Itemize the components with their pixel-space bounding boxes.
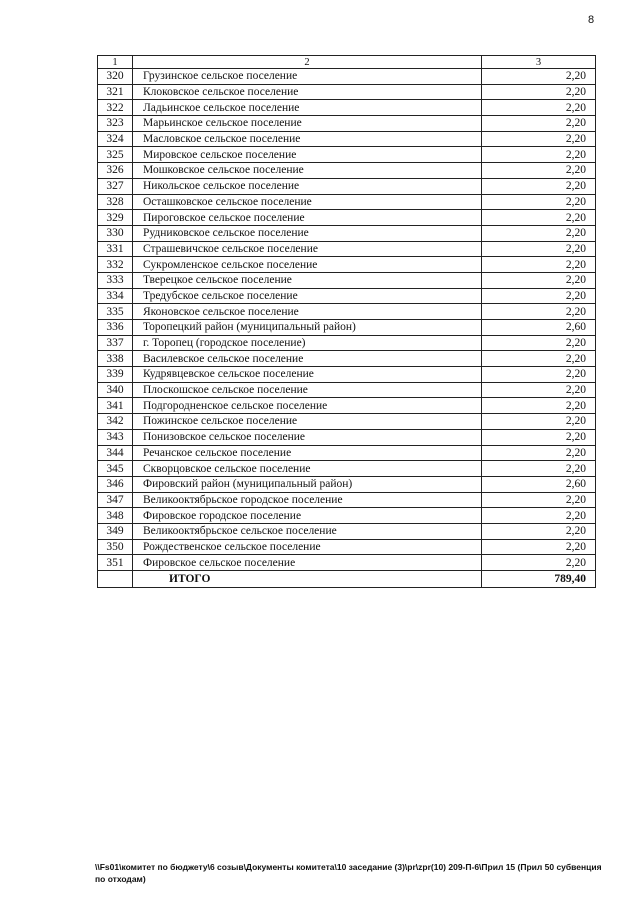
municipality-name: Сукромленское сельское поселение — [133, 257, 482, 273]
row-number: 320 — [98, 69, 133, 85]
table-row — [98, 304, 596, 320]
subsidy-value: 2,20 — [482, 272, 596, 288]
row-number: 342 — [98, 414, 133, 430]
table-row — [98, 241, 596, 257]
row-number: 326 — [98, 163, 133, 179]
subsidy-value: 2,20 — [482, 147, 596, 163]
subsidy-value: 2,20 — [482, 461, 596, 477]
row-number: 343 — [98, 429, 133, 445]
table-row — [98, 492, 596, 508]
municipality-name: Пожинское сельское поселение — [133, 414, 482, 430]
row-number: 337 — [98, 335, 133, 351]
subsidy-value: 2,20 — [482, 131, 596, 147]
table-row — [98, 414, 596, 430]
table-row — [98, 147, 596, 163]
municipality-name: Понизовское сельское поселение — [133, 429, 482, 445]
table-row — [98, 69, 596, 85]
row-number: 331 — [98, 241, 133, 257]
municipality-name: г. Торопец (городское поселение) — [133, 335, 482, 351]
municipality-name: Василевское сельское поселение — [133, 351, 482, 367]
row-number: 327 — [98, 178, 133, 194]
subsidy-value: 2,20 — [482, 555, 596, 571]
table-row — [98, 272, 596, 288]
table-row — [98, 555, 596, 571]
row-number: 339 — [98, 367, 133, 383]
municipality-name: Осташковское сельское поселение — [133, 194, 482, 210]
column-header-1: 1 — [98, 56, 133, 69]
municipality-name: Яконовское сельское поселение — [133, 304, 482, 320]
subsidy-value: 2,20 — [482, 335, 596, 351]
municipality-name: Скворцовское сельское поселение — [133, 461, 482, 477]
subsidy-value: 2,20 — [482, 398, 596, 414]
subsidy-value: 2,20 — [482, 194, 596, 210]
total-row — [98, 571, 596, 588]
table-row — [98, 116, 596, 132]
header-row — [98, 56, 596, 69]
row-number: 333 — [98, 272, 133, 288]
municipality-name: Ладьинское сельское поселение — [133, 100, 482, 116]
subsidy-value: 2,20 — [482, 382, 596, 398]
table-row — [98, 476, 596, 492]
row-number: 336 — [98, 320, 133, 336]
row-number: 345 — [98, 461, 133, 477]
table-row — [98, 445, 596, 461]
file-path-footer: \\Fs01\комитет по бюджету\6 созыв\Документы комитета\10 заседание (3)\pr\zpr(10) 209-П-6\Прил 15 (Прил 50 субвенция по отходам) — [95, 862, 602, 884]
row-number: 338 — [98, 351, 133, 367]
total-number — [98, 571, 133, 588]
total-label: ИТОГО — [133, 571, 482, 588]
row-number: 351 — [98, 555, 133, 571]
row-number: 346 — [98, 476, 133, 492]
table-row — [98, 257, 596, 273]
row-number: 349 — [98, 523, 133, 539]
subsidy-value: 2,20 — [482, 225, 596, 241]
municipality-name: Мошковское сельское поселение — [133, 163, 482, 179]
municipality-name: Кудрявцевское сельское поселение — [133, 367, 482, 383]
row-number: 350 — [98, 539, 133, 555]
table-row — [98, 178, 596, 194]
page-number: 8 — [588, 14, 595, 26]
row-number: 348 — [98, 508, 133, 524]
row-number: 335 — [98, 304, 133, 320]
municipality-name: Масловское сельское поселение — [133, 131, 482, 147]
subsidy-value: 2,20 — [482, 210, 596, 226]
subsidy-value: 2,20 — [482, 367, 596, 383]
municipality-name: Марьинское сельское поселение — [133, 116, 482, 132]
row-number: 334 — [98, 288, 133, 304]
municipality-name: Фировское городское поселение — [133, 508, 482, 524]
municipality-name: Грузинское сельское поселение — [133, 69, 482, 85]
subsidy-value: 2,20 — [482, 163, 596, 179]
table-row — [98, 461, 596, 477]
column-header-3: 3 — [482, 56, 596, 69]
municipality-name: Тредубское сельское поселение — [133, 288, 482, 304]
municipality-name: Плоскошское сельское поселение — [133, 382, 482, 398]
municipality-name: Никольское сельское поселение — [133, 178, 482, 194]
total-value: 789,40 — [482, 571, 596, 588]
subsidy-value: 2,20 — [482, 84, 596, 100]
municipality-name: Страшевичское сельское поселение — [133, 241, 482, 257]
municipality-name: Мировское сельское поселение — [133, 147, 482, 163]
table-row — [98, 225, 596, 241]
table-row — [98, 210, 596, 226]
subsidy-value: 2,20 — [482, 445, 596, 461]
subsidy-value: 2,20 — [482, 351, 596, 367]
row-number: 325 — [98, 147, 133, 163]
table-row — [98, 194, 596, 210]
municipality-name: Речанское сельское поселение — [133, 445, 482, 461]
subsidy-table — [97, 55, 596, 588]
row-number: 340 — [98, 382, 133, 398]
table-row — [98, 335, 596, 351]
table-row — [98, 382, 596, 398]
column-header-2: 2 — [133, 56, 482, 69]
row-number: 321 — [98, 84, 133, 100]
table-row — [98, 398, 596, 414]
subsidy-value: 2,20 — [482, 257, 596, 273]
table-row — [98, 539, 596, 555]
subsidy-value: 2,20 — [482, 539, 596, 555]
municipality-name: Рождественское сельское поселение — [133, 539, 482, 555]
municipality-name: Фировское сельское поселение — [133, 555, 482, 571]
table-row — [98, 523, 596, 539]
table-row — [98, 508, 596, 524]
row-number: 344 — [98, 445, 133, 461]
row-number: 324 — [98, 131, 133, 147]
table-row — [98, 320, 596, 336]
municipality-name: Великооктябрьское сельское поселение — [133, 523, 482, 539]
subsidy-value: 2,20 — [482, 69, 596, 85]
row-number: 328 — [98, 194, 133, 210]
row-number: 347 — [98, 492, 133, 508]
subsidy-value: 2,20 — [482, 116, 596, 132]
table-row — [98, 100, 596, 116]
subsidy-value: 2,20 — [482, 523, 596, 539]
table-row — [98, 288, 596, 304]
subsidy-value: 2,20 — [482, 241, 596, 257]
municipality-name: Тверецкое сельское поселение — [133, 272, 482, 288]
table-row — [98, 163, 596, 179]
municipality-name: Рудниковское сельское поселение — [133, 225, 482, 241]
table-row — [98, 131, 596, 147]
municipality-name: Пироговское сельское поселение — [133, 210, 482, 226]
municipality-name: Великооктябрьское городское поселение — [133, 492, 482, 508]
row-number: 341 — [98, 398, 133, 414]
municipality-name: Торопецкий район (муниципальный район) — [133, 320, 482, 336]
row-number: 323 — [98, 116, 133, 132]
row-number: 329 — [98, 210, 133, 226]
table-row — [98, 367, 596, 383]
subsidy-value: 2,20 — [482, 429, 596, 445]
table-row — [98, 84, 596, 100]
subsidy-value: 2,20 — [482, 492, 596, 508]
table-body — [98, 56, 596, 588]
subsidy-value: 2,60 — [482, 476, 596, 492]
row-number: 330 — [98, 225, 133, 241]
row-number: 332 — [98, 257, 133, 273]
table-row — [98, 429, 596, 445]
table-row — [98, 351, 596, 367]
subsidy-value: 2,20 — [482, 178, 596, 194]
subsidy-value: 2,20 — [482, 304, 596, 320]
row-number: 322 — [98, 100, 133, 116]
municipality-name: Фировский район (муниципальный район) — [133, 476, 482, 492]
subsidy-value: 2,20 — [482, 100, 596, 116]
municipality-name: Клоковское сельское поселение — [133, 84, 482, 100]
subsidy-value: 2,60 — [482, 320, 596, 336]
subsidy-value: 2,20 — [482, 508, 596, 524]
subsidy-value: 2,20 — [482, 288, 596, 304]
municipality-name: Подгородненское сельское поселение — [133, 398, 482, 414]
subsidy-value: 2,20 — [482, 414, 596, 430]
